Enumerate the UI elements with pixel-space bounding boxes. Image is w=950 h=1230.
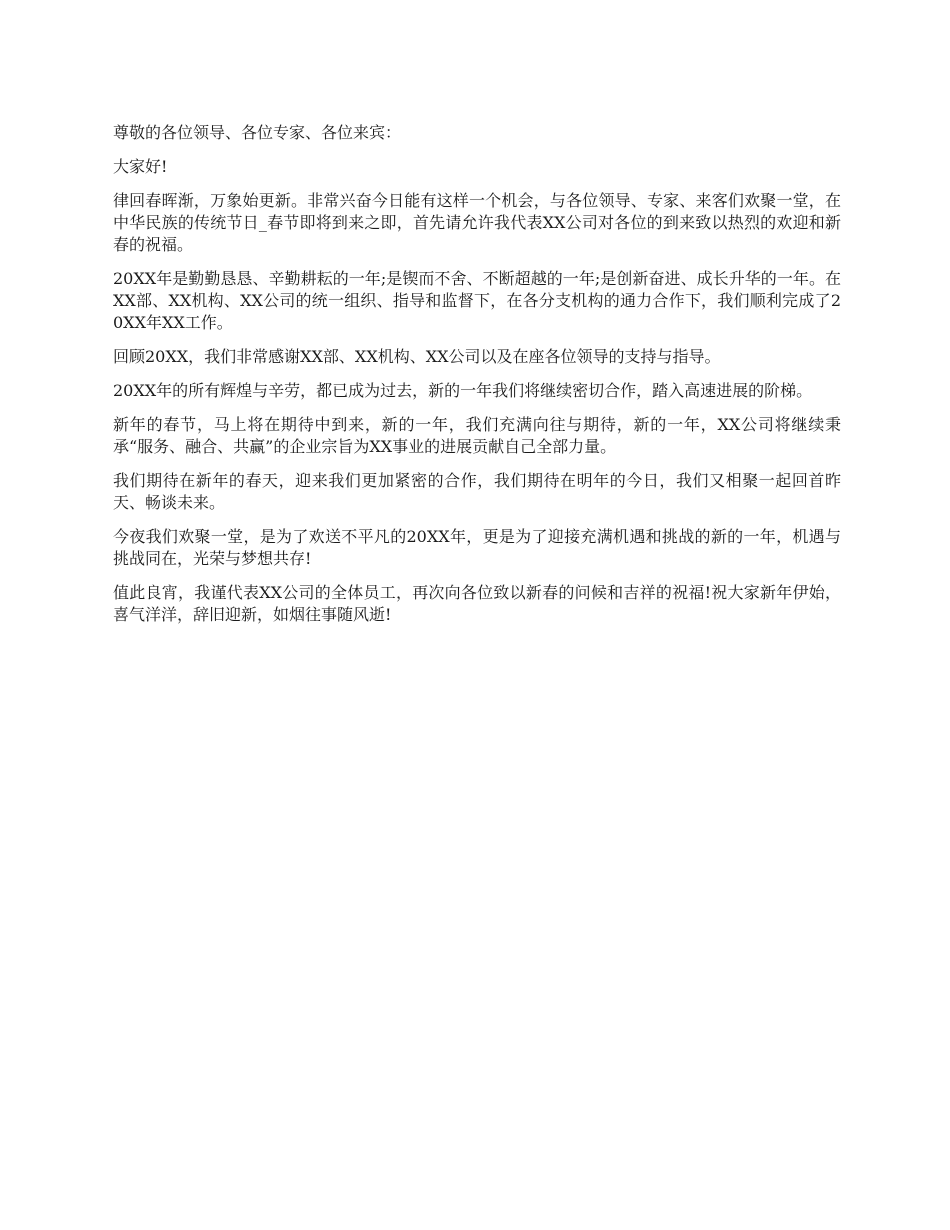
paragraph-5: 新年的春节，马上将在期待中到来，新的一年，我们充满向往与期待，新的一年，XX公司将继续秉承“服务、融合、共赢”的企业宗旨为XX事业的进展贡献自己全部力量。 — [113, 415, 841, 456]
paragraph-2: 20XX年是勤勤恳恳、辛勤耕耘的一年;是锲而不舍、不断超越的一年;是创新奋进、成长升华的一年。在XX部、XX机构、XX公司的统一组织、指导和监督下，在各分支机构的通力合作下，我们顺利完成了20XX年XX工作。 — [113, 269, 841, 332]
greeting: 尊敬的各位领导、各位专家、各位来宾： — [113, 123, 402, 142]
document-body — [113, 122, 841, 638]
paragraph-8: 值此良宵，我谨代表XX公司的全体员工，再次向各位致以新春的问候和吉祥的祝福!祝大家新年伊始，喜气洋洋，辞旧迎新，如烟往事随风逝! — [113, 583, 841, 624]
paragraph-4: 20XX年的所有辉煌与辛劳，都已成为过去，新的一年我们将继续密切合作，踏入高速进展的阶梯。 — [113, 381, 813, 400]
paragraph-1: 律回春晖渐，万象始更新。非常兴奋今日能有这样一个机会，与各位领导、专家、来客们欢聚一堂，在中华民族的传统节日_春节即将到来之即，首先请允许我代表XX公司对各位的到来致以热烈的欢迎和新春的祝福。 — [113, 191, 841, 254]
paragraph-7: 今夜我们欢聚一堂，是为了欢送不平凡的20XX年，更是为了迎接充满机遇和挑战的新的一年，机遇与挑战同在，光荣与梦想共存! — [113, 527, 841, 568]
salutation: 大家好! — [113, 157, 168, 176]
paragraph-3: 回顾20XX，我们非常感谢XX部、XX机构、XX公司以及在座各位领导的支持与指导。 — [113, 347, 721, 366]
paragraph-6: 我们期待在新年的春天，迎来我们更加紧密的合作，我们期待在明年的今日，我们又相聚一起回首昨天、畅谈未来。 — [113, 471, 841, 512]
